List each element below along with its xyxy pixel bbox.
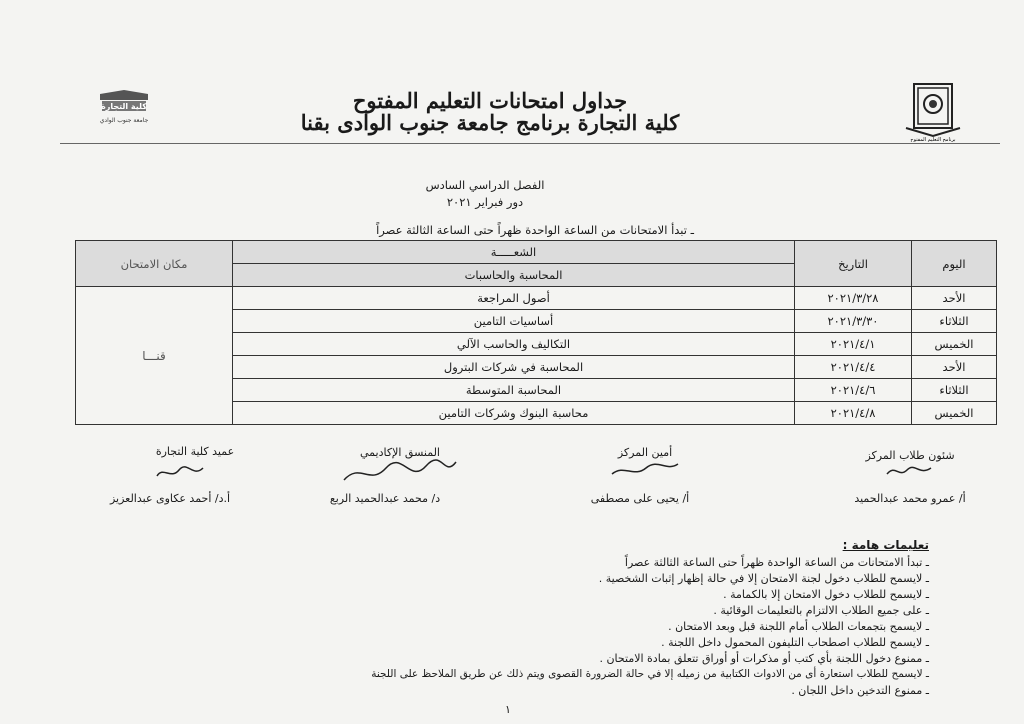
- day-cell: الأحد: [912, 287, 997, 310]
- affairs-signature: [885, 462, 935, 480]
- instruction-item: ـ ممنوع دخول اللجنة بأي كتب أو مذكرات أو أوراق تتعلق بمادة الامتحان .: [599, 652, 929, 665]
- day-cell: الخميس: [912, 402, 997, 425]
- dean-title: عميد كلية التجارة: [155, 445, 235, 458]
- semester-label: الفصل الدراسي السادس: [425, 178, 545, 192]
- day-cell: الخميس: [912, 333, 997, 356]
- subject-cell: التكاليف والحاسب الآلي: [233, 333, 795, 356]
- date-cell: ٢٠٢١/٤/٨: [795, 402, 912, 425]
- table-row: [76, 287, 997, 310]
- secretary-name: أ/ يحيى على مصطفى: [590, 492, 690, 505]
- commerce-faculty-logo: [92, 88, 156, 128]
- date-cell: ٢٠٢١/٤/٤: [795, 356, 912, 379]
- page-number: ١: [505, 703, 511, 716]
- subject-cell: أساسيات التامين: [233, 310, 795, 333]
- day-cell: الثلاثاء: [912, 310, 997, 333]
- date-cell: ٢٠٢١/٣/٢٨: [795, 287, 912, 310]
- day-cell: الثلاثاء: [912, 379, 997, 402]
- instruction-item: ـ تبدأ الامتحانات من الساعة الواحدة ظهراً حتى الساعة الثالثة عصراً: [624, 556, 929, 569]
- header-date: التاريخ: [795, 241, 912, 287]
- date-cell: ٢٠٢١/٤/١: [795, 333, 912, 356]
- instruction-item: ـ ممنوع التدخين داخل اللجان .: [791, 684, 929, 697]
- secretary-title: أمين المركز: [617, 446, 673, 459]
- svg-text:جامعة جنوب الوادي: جامعة جنوب الوادي: [99, 117, 149, 124]
- open-education-logo: [900, 80, 966, 142]
- header-place: مكان الامتحان: [76, 241, 233, 287]
- subject-cell: أصول المراجعة: [233, 287, 795, 310]
- exam-schedule-table: [75, 240, 997, 425]
- header-subtitle: كلية التجارة برنامج جامعة جنوب الوادى بقنا: [300, 110, 680, 135]
- day-cell: الأحد: [912, 356, 997, 379]
- date-cell: ٢٠٢١/٣/٣٠: [795, 310, 912, 333]
- timing-note: ـ تبدأ الامتحانات من الساعة الواحدة ظهراً حتى الساعة الثالثة عصراً: [376, 223, 694, 237]
- subject-cell: المحاسبة المتوسطة: [233, 379, 795, 402]
- secretary-signature: [610, 460, 680, 480]
- instruction-item: ـ لايسمح للطلاب دخول الامتحان إلا بالكمامة .: [723, 588, 929, 601]
- dean-signature: [155, 462, 205, 484]
- dean-name: أ.د/ أحمد عكاوى عبدالعزيز: [109, 492, 231, 505]
- header-branch-value: المحاسبة والحاسبات: [233, 264, 795, 287]
- coordinator-name: د/ محمد عبدالحميد الربع: [329, 492, 441, 505]
- session-label: دور فبراير ٢٠٢١: [446, 195, 524, 209]
- svg-text:برنامج التعليم المفتوح: برنامج التعليم المفتوح: [910, 137, 956, 142]
- instruction-item: ـ لايسمح للطلاب استعارة أى من الادوات الكتابية من زميله إلا في حالة الضرورة القصوى ويتم ذلك عن طريق الملاحظ على اللجنة: [371, 668, 929, 680]
- instruction-item: ـ على جميع الطلاب الالتزام بالتعليمات الوقائية .: [713, 604, 929, 617]
- svg-text:كلية التجارة: كلية التجارة: [101, 102, 147, 111]
- header-day: اليوم: [912, 241, 997, 287]
- subject-cell: المحاسبة في شركات البترول: [233, 356, 795, 379]
- instructions-title: تعليمات هامة :: [842, 538, 929, 552]
- instruction-item: ـ لايسمح بتجمعات الطلاب أمام اللجنة قبل وبعد الامتحان .: [668, 620, 929, 633]
- instruction-item: ـ لايسمح للطلاب اصطحاب التليفون المحمول داخل اللجنة .: [661, 636, 929, 649]
- place-cell: قنـــا: [76, 287, 233, 425]
- header-title: جداول امتحانات التعليم المفتوح: [352, 88, 628, 113]
- affairs-name: أ/ عمرو محمد عبدالحميد: [854, 492, 966, 505]
- instruction-item: ـ لايسمح للطلاب دخول لجنة الامتحان إلا في حالة إظهار إثبات الشخصية .: [598, 572, 929, 585]
- affairs-title: شئون طلاب المركز: [865, 449, 955, 462]
- coordinator-title: المنسق الإكاديمي: [360, 446, 440, 459]
- date-cell: ٢٠٢١/٤/٦: [795, 379, 912, 402]
- header-branch: الشعـــــة: [233, 241, 795, 264]
- subject-cell: محاسبة البنوك وشركات التامين: [233, 402, 795, 425]
- header-divider: [60, 143, 1000, 144]
- coordinator-signature: [340, 456, 460, 490]
